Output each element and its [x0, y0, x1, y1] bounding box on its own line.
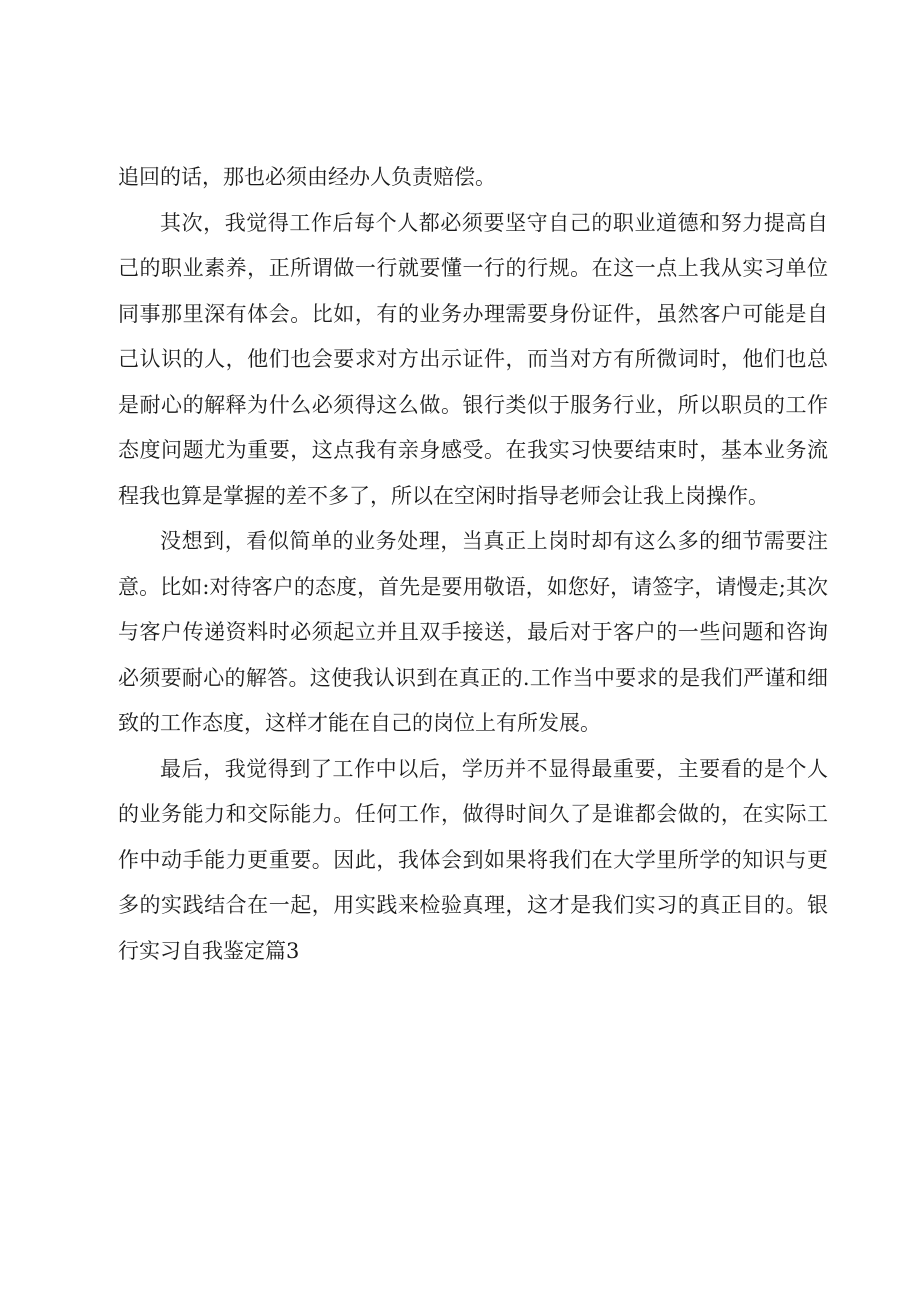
- paragraph-professional-ethics: 其次，我觉得工作后每个人都必须要坚守自己的职业道德和努力提高自己的职业素养，正所谓做一行就要懂一行的行规。在这一点上我从实习单位同事那里深有体会。比如，有的业务办理需要身份证件，虽然客户可能是自己认识的人，他们也会要求对方出示证件，而当对方有所微词时，他们也总是耐心的解释为什么必须得这么做。银行类似于服务行业，所以职员的工作态度问题尤为重要，这点我有亲身感受。在我实习快要结束时，基本业务流程我也算是掌握的差不多了，所以在空闲时指导老师会让我上岗操作。: [118, 210, 828, 508]
- paragraph-conclusion: 最后，我觉得到了工作中以后，学历并不显得最重要，主要看的是个人的业务能力和交际能力。任何工作，做得时间久了是谁都会做的，在实际工作中动手能力更重要。因此，我体会到如果将我们在大学里所学的知识与更多的实践结合在一起，用实践来检验真理，这才是我们实习的真正目的。银行实习自我鉴定篇3: [118, 756, 828, 963]
- paragraph-continuation: 追回的话，那也必须由经办人负责赔偿。: [118, 165, 496, 189]
- document-body: [118, 155, 828, 974]
- paragraph-details-attention: 没想到，看似简单的业务处理，当真正上岗时却有这么多的细节需要注意。比如:对待客户的态度，首先是要用敬语，如您好，请签字，请慢走;其次与客户传递资料时必须起立并且双手接送，最后对于客户的一些问题和咨询必须要耐心的解答。这使我认识到在真正的.工作当中要求的是我们严谨和细致的工作态度，这样才能在自己的岗位上有所发展。: [118, 529, 828, 735]
